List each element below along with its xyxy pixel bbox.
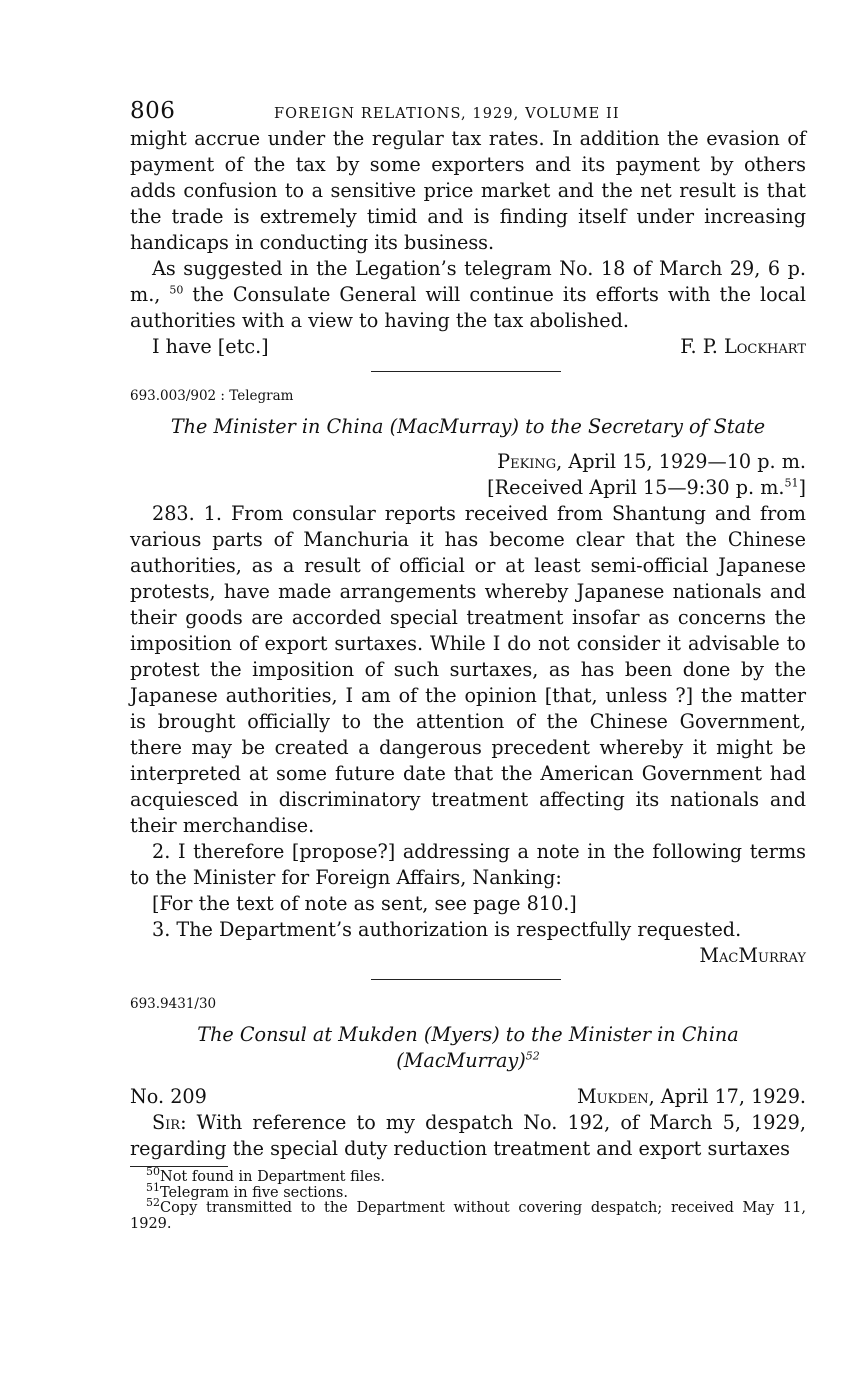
file-reference: 693.003/902 : Telegram [130,388,294,404]
signature-lockhart: F. P. Lockhart [680,335,806,358]
signature-macmurray: MacMurray [699,944,806,967]
salutation: Sir [152,1111,181,1134]
despatch-number: No. 209 [130,1085,207,1108]
despatch-dateline [577,1084,806,1110]
footnote-text: Copy transmitted to the Department without covering despatch; received May 11, 1929. [130,1200,806,1232]
document-title-continued [130,1048,806,1074]
footnote-mark: 50 [146,1165,160,1179]
dateline-date: April 15, 1929—10 p. m. [562,450,806,473]
telegram-paragraph-2: 2. I therefore [propose?] addressing a note in the following terms to the Minister for Foreign Affairs, Nanking: [130,840,806,889]
footnote-mark: 51 [146,1180,160,1194]
paragraph-legation-telegram [130,256,806,334]
paragraph-text-b: the Consulate General will continue its efforts with the local authorities with a view to having the tax abolished. [130,283,806,332]
footnote-50 [130,1165,806,1186]
section-divider [371,979,561,980]
dateline [130,449,806,475]
received-text: [Received April 15—9:30 p. m. [487,476,785,499]
closing-formula: I have [etc.] [152,335,269,358]
page-number: 806 [130,98,176,124]
despatch-paragraph-1 [130,1110,806,1162]
despatch-text: : With reference to my despatch No. 192, of March 5, 1929, regarding the special duty reduction treatment and export surtaxes [130,1111,806,1160]
document-title: The Consul at Mukden (Myers) to the Minister in China [197,1023,739,1046]
paragraph-continued: might accrue under the regular tax rates. In addition the evasion of payment of the tax by some exporters and its payment by others adds confusion to a sensitive price market and the net result is that the trade is extremely timid and is finding itself under increasing handicaps in conducting its business. [130,127,806,254]
document-title: The Minister in China (MacMurray) to the Secretary of State [170,415,766,438]
footnotes [130,1165,806,1232]
page-header [130,96,806,126]
telegram-paragraph-1: 283. 1. From consular reports received from Shantung and from various parts of Manchuria it has become clear that the Chinese authorities, as a result of official or at least semi-official Japanese protests, have made arrangements whereby Japanese nationals and their goods are accorded special treatment insofar as concerns the imposition of export surtaxes. While I do not consider it advisable to protest the imposition of such surtaxes, as has been done by the Japanese authorities, I am of the opinion [that, unless ?] the matter is brought officially to the attention of the Chinese Government, there may be created a dangerous precedent whereby it might be interpreted at some future date that the American Government had acquiesced in discriminatory treatment affecting its nationals and their merchandise. [130,502,806,837]
footnote-ref-52: 52 [525,1049,540,1063]
running-head: FOREIGN RELATIONS, 1929, VOLUME II [274,106,620,122]
document-page [130,96,806,1232]
despatch-header [130,1084,806,1110]
footnote-ref-51: 51 [784,476,799,490]
footnote-52 [130,1196,806,1232]
footnote-text: Not found in Department files. [160,1169,386,1185]
dateline-place: Mukden, [576,1085,655,1108]
footnote-51 [130,1180,806,1202]
footnote-ref-50: 50 [169,283,184,297]
received-line [130,475,806,501]
title-addressee: (MacMurray) [396,1049,526,1072]
received-close: ] [798,476,806,499]
paragraph-text-a: As suggested in the Legation’s telegram No. 18 of March 29, 6 p. m., [130,257,806,306]
telegram-paragraph-3: 3. The Department’s authorization is respectfully requested. [152,918,742,941]
file-reference: 693.9431/30 [130,996,217,1012]
footnote-text: Telegram in five sections. [160,1184,348,1201]
closing-line [130,334,806,360]
dateline-date: April 17, 1929. [654,1085,806,1108]
footnote-divider [130,1166,228,1167]
editorial-note: [For the text of note as sent, see page 810.] [152,892,577,915]
document-body [130,126,806,1162]
footnote-mark: 52 [146,1196,160,1210]
section-divider [371,371,561,372]
dateline-place: Peking, [497,450,563,473]
